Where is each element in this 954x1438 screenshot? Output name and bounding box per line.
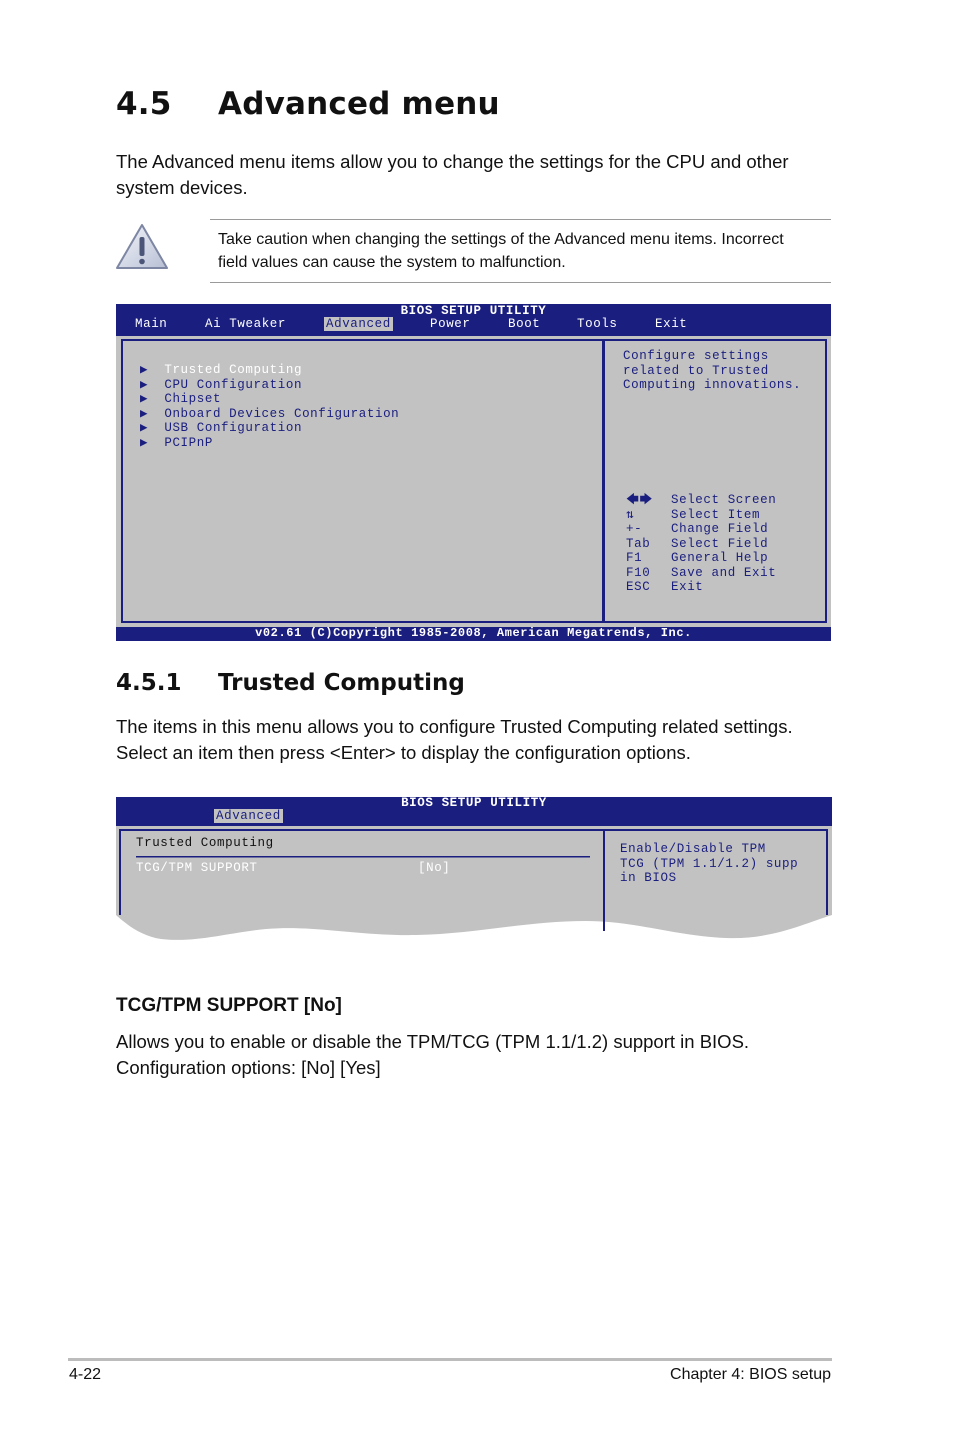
subsection-title: Trusted Computing <box>218 670 465 696</box>
key-name: +- <box>626 522 643 536</box>
key-name: F10 <box>626 565 651 580</box>
menu-item-onboard-devices[interactable] <box>140 407 399 422</box>
help-line: TCG (TPM 1.1/1.2) supp <box>620 856 799 871</box>
section-title: Advanced menu <box>218 86 500 122</box>
help-line: in BIOS <box>620 871 677 885</box>
key-row <box>626 537 776 552</box>
key-name: Tab <box>626 536 651 551</box>
up-down-arrows-icon: ⇅ <box>626 507 635 522</box>
tab-ai-tweaker[interactable]: Ai Tweaker <box>205 317 287 331</box>
option-line-1: Allows you to enable or disable the TPM/TCG (TPM 1.1/1.2) support in BIOS. <box>116 1031 750 1052</box>
key-row <box>626 508 776 523</box>
bios-key-legend <box>626 493 776 595</box>
subsection-heading <box>116 670 465 696</box>
caution-top-rule <box>210 219 831 220</box>
caution-text <box>218 228 784 274</box>
key-action: General Help <box>671 551 769 565</box>
menu-item-chipset[interactable] <box>140 392 399 407</box>
footer-rule <box>68 1358 832 1361</box>
tab-tools[interactable]: Tools <box>577 317 618 331</box>
chapter-label: Chapter 4: BIOS setup <box>670 1366 831 1383</box>
sub-intro-line-2: Select an item then press <Enter> to display the configuration options. <box>116 742 691 763</box>
option-paragraph <box>116 1029 749 1081</box>
caution-bottom-rule <box>210 282 831 283</box>
intro-line-1: The Advanced menu items allow you to change the settings for the CPU and other <box>116 151 789 172</box>
menu-item-label: CPU Configuration <box>164 377 303 392</box>
tab-exit[interactable]: Exit <box>655 317 688 331</box>
arrow-right-icon: ▶ <box>140 392 149 406</box>
key-row <box>626 566 776 581</box>
key-action: Exit <box>671 580 704 594</box>
bios-title-bar <box>116 304 831 336</box>
tab-main[interactable]: Main <box>135 317 168 331</box>
key-action: Select Field <box>671 536 769 551</box>
left-right-arrows-icon: 🡄🡆 <box>626 493 654 507</box>
tcg-tpm-support-row[interactable] <box>136 861 450 875</box>
bios-help-text <box>620 842 798 886</box>
key-row <box>626 493 776 508</box>
item-value[interactable]: [No] <box>418 861 451 875</box>
arrow-right-icon: ▶ <box>140 406 149 421</box>
arrow-right-icon: ▶ <box>140 363 149 377</box>
menu-item-trusted-computing[interactable] <box>140 363 399 378</box>
arrow-right-icon: ▶ <box>140 421 149 435</box>
page-number: 4-22 <box>69 1366 102 1383</box>
bios-status-bar <box>116 627 831 641</box>
menu-item-label: Onboard Devices Configuration <box>164 406 400 421</box>
tab-boot[interactable]: Boot <box>508 317 541 331</box>
menu-item-cpu-configuration[interactable] <box>140 378 399 393</box>
arrow-right-icon: ▶ <box>140 435 149 450</box>
intro-line-2: system devices. <box>116 177 248 198</box>
key-row <box>626 551 776 566</box>
menu-item-label: USB Configuration <box>164 421 303 435</box>
menu-item-pcipnp[interactable] <box>140 436 399 451</box>
key-row <box>626 522 776 537</box>
tab-power[interactable]: Power <box>430 317 471 331</box>
caution-line-2: field values can cause the system to malfunction. <box>218 254 566 271</box>
key-action: Select Item <box>671 507 761 522</box>
bios-screen-trusted-computing <box>116 797 832 947</box>
bios-menu-list <box>140 363 399 450</box>
key-action: Save and Exit <box>671 565 777 580</box>
arrow-right-icon: ▶ <box>140 377 149 392</box>
caution-line-1: Take caution when changing the settings of the Advanced menu items. Incorrect <box>218 231 784 248</box>
section-number: 4.5 <box>116 86 172 122</box>
bios-title: BIOS SETUP UTILITY <box>401 796 547 810</box>
help-line: related to Trusted <box>623 363 769 378</box>
item-label: TCG/TPM SUPPORT <box>136 861 258 875</box>
menu-item-label: Chipset <box>164 392 222 406</box>
menu-item-label: Trusted Computing <box>164 363 303 377</box>
bios-body <box>116 336 831 627</box>
screen-heading: Trusted Computing <box>136 836 274 850</box>
subsection-paragraph <box>116 714 793 766</box>
intro-paragraph <box>116 149 789 201</box>
sub-intro-line-1: The items in this menu allows you to configure Trusted Computing related settings. <box>116 716 793 737</box>
tab-advanced[interactable]: Advanced <box>326 317 391 331</box>
menu-item-label: PCIPnP <box>164 435 213 450</box>
option-heading: TCG/TPM SUPPORT [No] <box>116 995 342 1016</box>
key-row <box>626 580 776 595</box>
menu-item-usb-configuration[interactable] <box>140 421 399 436</box>
help-line: Enable/Disable TPM <box>620 842 766 856</box>
key-action: Change Field <box>671 522 769 536</box>
key-name: F1 <box>626 551 643 565</box>
bios-title: BIOS SETUP UTILITY <box>400 304 547 318</box>
bios-help-text <box>623 349 801 393</box>
tab-advanced[interactable]: Advanced <box>216 809 281 823</box>
key-action: Select Screen <box>671 493 777 507</box>
help-line: Configure settings <box>623 349 769 363</box>
option-line-2: Configuration options: [No] [Yes] <box>116 1057 381 1078</box>
subsection-number: 4.5.1 <box>116 670 182 696</box>
caution-warning-icon <box>114 222 170 272</box>
bios-screen-advanced <box>116 304 831 641</box>
bios-copyright: v02.61 (C)Copyright 1985-2008, American Megatrends, Inc. <box>255 626 692 640</box>
key-name: ESC <box>626 580 651 594</box>
help-line: Computing innovations. <box>623 378 802 392</box>
section-heading <box>116 86 500 122</box>
